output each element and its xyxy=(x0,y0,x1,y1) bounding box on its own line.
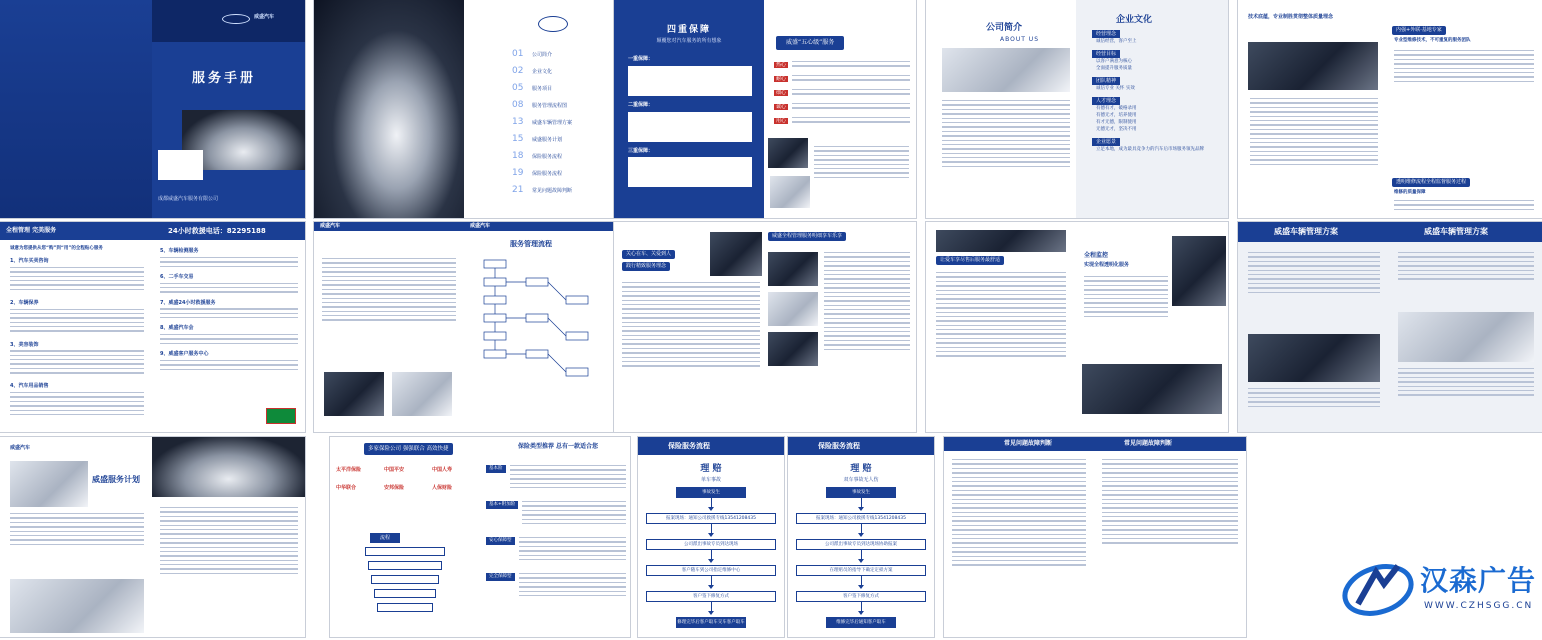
management-section-title: 4、汽车用品销售 xyxy=(10,383,49,390)
claim-step: 事故发生 xyxy=(676,487,746,498)
toc-label: 保险服务流程 xyxy=(532,154,563,160)
inspect-title: 让爱车享尽售后服务最舒适 xyxy=(936,256,1004,265)
five-star-lines xyxy=(792,103,910,111)
culture-group-item: 立足本地，成为最具竞争力的汽车后市场服务领先品牌 xyxy=(1096,147,1204,153)
management-section-lines xyxy=(10,267,144,295)
guarantee-section-lines xyxy=(628,112,752,142)
showroom-car-photo xyxy=(314,0,464,218)
management-section-lines xyxy=(10,309,144,337)
toc-number: 05 xyxy=(512,83,524,93)
care-pill: 关心在车、关爱到人 xyxy=(622,250,675,259)
toc-spread xyxy=(314,0,614,218)
claim1-sub: 单车事故 xyxy=(700,477,721,483)
management-spread xyxy=(0,222,305,432)
guarantee-section xyxy=(628,148,752,188)
process-label: 流程 xyxy=(370,533,400,543)
five-star-lines xyxy=(792,89,910,97)
technician-photo xyxy=(710,232,762,276)
claim-arrow xyxy=(711,602,712,611)
claim-arrow-head xyxy=(858,559,864,563)
claim-arrow xyxy=(861,576,862,585)
toc-page xyxy=(464,0,614,218)
expert-subtitle: 专业型维修技术，不可重复的服务团队 xyxy=(1394,38,1471,43)
guarantee-title: 四重保障 xyxy=(666,25,711,35)
guarantee-spread xyxy=(614,0,916,218)
intro-page xyxy=(926,0,1076,218)
brand-logo xyxy=(222,14,250,24)
management-section-title: 3、美容装饰 xyxy=(10,341,39,348)
partner-logo: 人保财险 xyxy=(432,485,453,491)
service-plan-spread xyxy=(0,437,305,637)
claim-single-page xyxy=(638,437,784,637)
flow-spread xyxy=(314,222,614,432)
flow-left xyxy=(314,222,464,432)
toc-number: 15 xyxy=(512,134,524,144)
toc-number: 01 xyxy=(512,49,524,59)
claim-arrow-head xyxy=(858,585,864,589)
management-section xyxy=(160,300,298,321)
cover-brand-name: 威盛汽车 xyxy=(254,14,275,20)
monitor-side-title: 全程监控 xyxy=(1084,252,1109,259)
watermark-logo-icon xyxy=(1340,554,1420,624)
insurance-slogan: 多家保险公司 强强联合 高效快捷 xyxy=(364,443,453,455)
claim2-header: 保险服务流程 xyxy=(788,437,934,455)
claim-arrow xyxy=(861,602,862,611)
management-section xyxy=(160,325,298,346)
expert-page xyxy=(1388,0,1542,218)
flow-step xyxy=(371,575,439,584)
certificate-photo xyxy=(392,372,452,416)
toc-item xyxy=(512,48,612,65)
claim-arrow-head xyxy=(708,611,714,615)
care-right xyxy=(764,222,916,432)
five-star-list xyxy=(774,58,910,128)
watermark-text: 汉森广告 xyxy=(1420,564,1537,597)
culture-group-item: 全面提升服务质量 xyxy=(1096,66,1132,72)
culture-group-item: 有德有才，破格录用 xyxy=(1096,106,1137,112)
five-star-label: 用心 xyxy=(776,117,787,124)
management-section xyxy=(160,274,298,295)
management-section xyxy=(10,383,144,420)
toc-number: 13 xyxy=(512,117,524,127)
management-section xyxy=(160,248,298,269)
management-section-lines xyxy=(160,308,298,320)
tire-photo xyxy=(768,292,818,326)
monitoring-left xyxy=(926,222,1076,432)
castrol-logo xyxy=(266,408,296,424)
insurance-type-label: 完全保障型 xyxy=(486,573,515,581)
management-section xyxy=(160,351,298,372)
five-star-title: 威盛“五心级”服务 xyxy=(776,36,844,50)
insurance-type xyxy=(486,501,626,531)
guarantee-section xyxy=(628,56,752,96)
claim-step: 事故发生 xyxy=(826,487,896,498)
flow-right xyxy=(464,222,614,432)
management-section-title: 8、威盛汽车会 xyxy=(160,325,194,332)
wash-photo xyxy=(324,372,384,416)
flow-step xyxy=(374,589,436,598)
toc-label: 常见问题故障判断 xyxy=(532,188,573,194)
monitoring-spread xyxy=(926,222,1228,432)
culture-group-item: 有德无才，培养使用 xyxy=(1096,113,1137,119)
intro-title: 公司简介 xyxy=(986,23,1023,33)
management-left xyxy=(0,240,152,432)
five-star-item xyxy=(774,114,910,128)
flow-diagram xyxy=(474,256,604,406)
culture-group-item: 无德无才，坚决不用 xyxy=(1096,127,1137,133)
five-star-item xyxy=(774,100,910,114)
culture-group-item: 诚信经营，客户至上 xyxy=(1096,39,1137,45)
toc-number: 18 xyxy=(512,151,524,161)
management-section-lines xyxy=(10,392,144,420)
partner-logo: 安邦保险 xyxy=(384,485,405,491)
claim-step: 修理完毕后客户取车交车客户取车 xyxy=(676,617,746,628)
toc-list xyxy=(512,48,612,201)
management-section-title: 9、威盛客户服务中心 xyxy=(160,351,209,357)
management-sub: 诚意为您提供从您“购”到“用”的全程贴心服务 xyxy=(10,246,103,251)
five-star-label: 耐心 xyxy=(776,75,787,82)
five-star-label: 诚心 xyxy=(776,103,787,110)
partner-logo: 太平洋保险 xyxy=(336,467,362,473)
watermark-url: WWW.CZHSGG.CN xyxy=(1424,601,1534,611)
toc-label: 服务管理流程图 xyxy=(532,103,568,109)
flow-step xyxy=(365,547,445,556)
care-spread xyxy=(614,222,916,432)
claim-arrow-head xyxy=(708,559,714,563)
culture-page xyxy=(1076,0,1228,218)
reception-photo xyxy=(770,176,810,208)
toc-logo xyxy=(538,16,568,32)
five-star-lines xyxy=(792,75,910,83)
claim2-steps xyxy=(794,487,928,628)
lobby-photo xyxy=(1398,312,1534,362)
consultant-photo xyxy=(10,579,144,633)
claim-arrow-head xyxy=(858,533,864,537)
insurance-right xyxy=(480,437,630,637)
claim-arrow xyxy=(861,550,862,559)
management-section-lines xyxy=(10,350,144,378)
service-plan-title: 威盛服务计划 xyxy=(92,475,140,484)
monitor-title: 透明维修流程全程监督服务过程 xyxy=(1392,178,1470,187)
faq-left xyxy=(944,437,1094,637)
service-plan-brand: 威盛汽车 xyxy=(10,445,31,451)
insurance-type-lines xyxy=(510,465,627,495)
fleet-photo xyxy=(1248,334,1380,382)
vehicle-plan-right xyxy=(1390,242,1542,432)
toc-number: 21 xyxy=(512,185,524,195)
insurance-left xyxy=(330,437,480,637)
faq-right xyxy=(1094,437,1246,637)
claim-arrow xyxy=(711,550,712,559)
tech-spread xyxy=(1238,0,1542,218)
interior-photo xyxy=(1248,42,1378,90)
claim-arrow xyxy=(711,576,712,585)
claim1-title: 理 赔 xyxy=(700,464,722,474)
faq-spread xyxy=(944,437,1246,637)
culture-group xyxy=(1092,77,1222,92)
claim-step: 客户签下修复方式 xyxy=(646,591,776,602)
tech-title: 技术底蕴，专业制胜贯彻整体质量理念 xyxy=(1248,14,1334,20)
partner-logos xyxy=(336,463,476,495)
expert-title: 内强+外联·基地专家 xyxy=(1392,26,1446,35)
toc-number: 08 xyxy=(512,100,524,110)
claim-step: 在理赔员的指导下确定定损方案 xyxy=(796,565,926,576)
toc-item xyxy=(512,116,612,133)
cctv-photo xyxy=(1172,236,1226,306)
culture-group-item: 以客户满意为核心 xyxy=(1096,59,1132,65)
guarantee-section-title: 二重保障： xyxy=(628,101,654,108)
toc-label: 企业文化 xyxy=(532,69,553,75)
management-section-title: 1、汽车买卖咨询 xyxy=(10,258,49,264)
management-title: 全程管理 完美服务 xyxy=(6,227,57,234)
insurance-types xyxy=(486,465,626,609)
monitor-subtitle: 维修的质量保障 xyxy=(1394,190,1426,195)
claim-step: 客户签下修复方式 xyxy=(796,591,926,602)
vehicle-plan-spread xyxy=(1238,222,1542,432)
five-star-item xyxy=(774,72,910,86)
insurance-type-label: 基本+附加险 xyxy=(486,501,518,509)
five-star-label: 细心 xyxy=(776,89,787,96)
claim-step: 维修完毕后通知客户取车 xyxy=(826,617,896,628)
insurance-type-label: 基本险 xyxy=(486,465,506,473)
claim-step: 报案现场：通知公司救援专线13541208435 xyxy=(646,513,776,524)
dashboard-photo xyxy=(768,252,818,286)
guarantee-subtitle: 颠覆您对汽车服务的所有想象 xyxy=(656,38,722,44)
five-star-label: 热心 xyxy=(776,61,787,68)
white-car-photo xyxy=(152,437,305,497)
flow-left-brand: 威盛汽车 xyxy=(320,223,341,229)
manual-title: 服务手册 xyxy=(192,71,257,86)
guarantee-sections xyxy=(628,56,752,193)
insurance-type xyxy=(486,537,626,567)
vehicle-plan-title-2: 威盛车辆管理方案 xyxy=(1424,227,1488,236)
claim-arrow xyxy=(711,498,712,507)
management-section-lines xyxy=(160,360,298,372)
management-section-lines xyxy=(160,283,298,295)
five-star-lines xyxy=(792,61,910,69)
monitoring-right xyxy=(1076,222,1228,432)
management-section xyxy=(10,300,144,337)
insurance-type xyxy=(486,465,626,495)
building-photo xyxy=(942,48,1070,92)
guarantee-section-title: 三重保障： xyxy=(628,147,654,154)
flow-step xyxy=(377,603,433,612)
toc-item xyxy=(512,82,612,99)
claim1-steps xyxy=(644,487,778,628)
culture-group-head: 团队精神 xyxy=(1092,77,1120,85)
claim-arrow-head xyxy=(858,611,864,615)
toc-item xyxy=(512,184,612,201)
management-section-title: 5、车辆检测服务 xyxy=(160,248,199,254)
claim-arrow xyxy=(711,524,712,533)
culture-group xyxy=(1092,97,1222,133)
claim-arrow xyxy=(861,524,862,533)
guarantee-section xyxy=(628,102,752,142)
claim-step: 报案现场：通知公司救援专线13541208435 xyxy=(796,513,926,524)
service-plan-left xyxy=(0,437,152,637)
care-left xyxy=(614,222,764,432)
management-section-title: 7、威盛24小时救援服务 xyxy=(160,299,216,306)
intro-spread xyxy=(926,0,1228,218)
showroom-photo xyxy=(10,461,88,507)
insurance-type-lines xyxy=(519,573,627,603)
toc-item xyxy=(512,133,612,150)
toc-item xyxy=(512,150,612,167)
claim-step: 客户随车到公司指定维修中心 xyxy=(646,565,776,576)
management-section xyxy=(10,258,144,295)
toc-label: 服务项目 xyxy=(532,86,553,92)
culture-title: 企业文化 xyxy=(1116,15,1153,25)
toc-item xyxy=(512,167,612,184)
faq-header: 常见问题故障判断 xyxy=(1004,440,1053,447)
toc-label: 威盛服务计划 xyxy=(532,137,563,143)
five-star-item xyxy=(774,58,910,72)
management-right xyxy=(152,240,305,432)
culture-group xyxy=(1092,30,1222,45)
culture-group xyxy=(1092,138,1222,153)
monitor-side-subtitle: 实现全程透明化服务 xyxy=(1084,262,1130,268)
workshop-photo xyxy=(936,230,1066,252)
partner-logo: 中华联合 xyxy=(336,485,357,491)
watermark xyxy=(1340,548,1540,638)
management-section-title: 6、二手车交易 xyxy=(160,273,194,280)
culture-group-item: 诚信专业 关怀 实效 xyxy=(1096,86,1135,92)
toc-number: 02 xyxy=(512,66,524,76)
insurance-slogan-2: 保险类型推荐 总有一款适合您 xyxy=(517,443,599,450)
insurance-spread xyxy=(330,437,630,637)
partner-logo: 中国人寿 xyxy=(432,467,453,473)
toc-number: 19 xyxy=(512,168,524,178)
five-star-lines xyxy=(792,117,910,125)
claim-arrow xyxy=(861,498,862,507)
claim-step: 公司派出事故专员到达现场 xyxy=(646,539,776,550)
company-name: 成都威盛汽车服务有限公司 xyxy=(158,196,219,202)
management-section-title: 2、车辆保养 xyxy=(10,299,39,306)
toc-label: 保险服务流程 xyxy=(532,171,563,177)
claim-arrow-head xyxy=(708,533,714,537)
culture-groups xyxy=(1092,30,1222,158)
culture-group-head: 经营目标 xyxy=(1092,50,1120,58)
care-pill-2: 践行精致服务理念 xyxy=(622,262,670,271)
engine-photo xyxy=(768,332,818,366)
faq-header-2: 常见问题故障判断 xyxy=(1124,440,1173,447)
care-right-title: 威盛全程管理服务明细享车乐享 xyxy=(768,232,846,241)
guarantee-section-lines xyxy=(628,66,752,96)
management-section xyxy=(10,342,144,379)
culture-group xyxy=(1092,50,1222,72)
claim-arrow-head xyxy=(708,507,714,511)
staff-photo xyxy=(768,138,808,168)
claim1-header: 保险服务流程 xyxy=(638,437,784,455)
claim-arrow-head xyxy=(708,585,714,589)
toc-label: 威盛车辆管理方案 xyxy=(532,120,573,126)
five-star-page xyxy=(764,0,916,218)
five-star-item xyxy=(774,86,910,100)
guarantee-section-title: 一重保障： xyxy=(628,56,654,62)
tech-page xyxy=(1238,0,1388,218)
toc-item xyxy=(512,65,612,82)
toc-label: 公司简介 xyxy=(532,52,553,58)
brochure-cover-spread xyxy=(0,0,305,218)
flow-title: 服务管理流程 xyxy=(510,240,552,248)
front-cover xyxy=(152,0,305,218)
claim-arrow-head xyxy=(858,507,864,511)
management-section-lines xyxy=(160,257,298,269)
service-plan-right xyxy=(152,437,305,637)
flow-step xyxy=(368,561,442,570)
monitor-room-photo xyxy=(1082,364,1222,414)
claim2-title: 理 赔 xyxy=(850,464,872,474)
guarantee-section-lines xyxy=(628,157,752,187)
hotline: 24小时救援电话：82295188 xyxy=(168,227,266,235)
insurance-type-label: 安心保障型 xyxy=(486,537,515,545)
management-section-lines xyxy=(160,334,298,346)
claim2-sub: 双车事故无人伤 xyxy=(843,477,879,483)
insurance-type-lines xyxy=(519,537,627,567)
culture-group-head: 经营理念 xyxy=(1092,30,1120,38)
culture-group-item: 有才无德，限制使用 xyxy=(1096,120,1137,126)
culture-group-head: 企业愿景 xyxy=(1092,138,1120,146)
insurance-type-lines xyxy=(522,501,626,531)
insurance-type xyxy=(486,573,626,603)
flow-right-brand: 威盛汽车 xyxy=(470,223,491,229)
vehicle-plan-left xyxy=(1238,242,1390,432)
claim-step: 公司派出事故专员到达现场协助报案 xyxy=(796,539,926,550)
back-cover xyxy=(0,0,152,218)
partner-logo: 中国平安 xyxy=(384,467,405,473)
claim-double-page xyxy=(788,437,934,637)
toc-item xyxy=(512,99,612,116)
culture-group-head: 人才理念 xyxy=(1092,97,1120,105)
intro-title-en: ABOUT US xyxy=(1000,36,1040,43)
guarantee-page xyxy=(614,0,764,218)
vehicle-plan-title: 威盛车辆管理方案 xyxy=(1274,227,1338,236)
